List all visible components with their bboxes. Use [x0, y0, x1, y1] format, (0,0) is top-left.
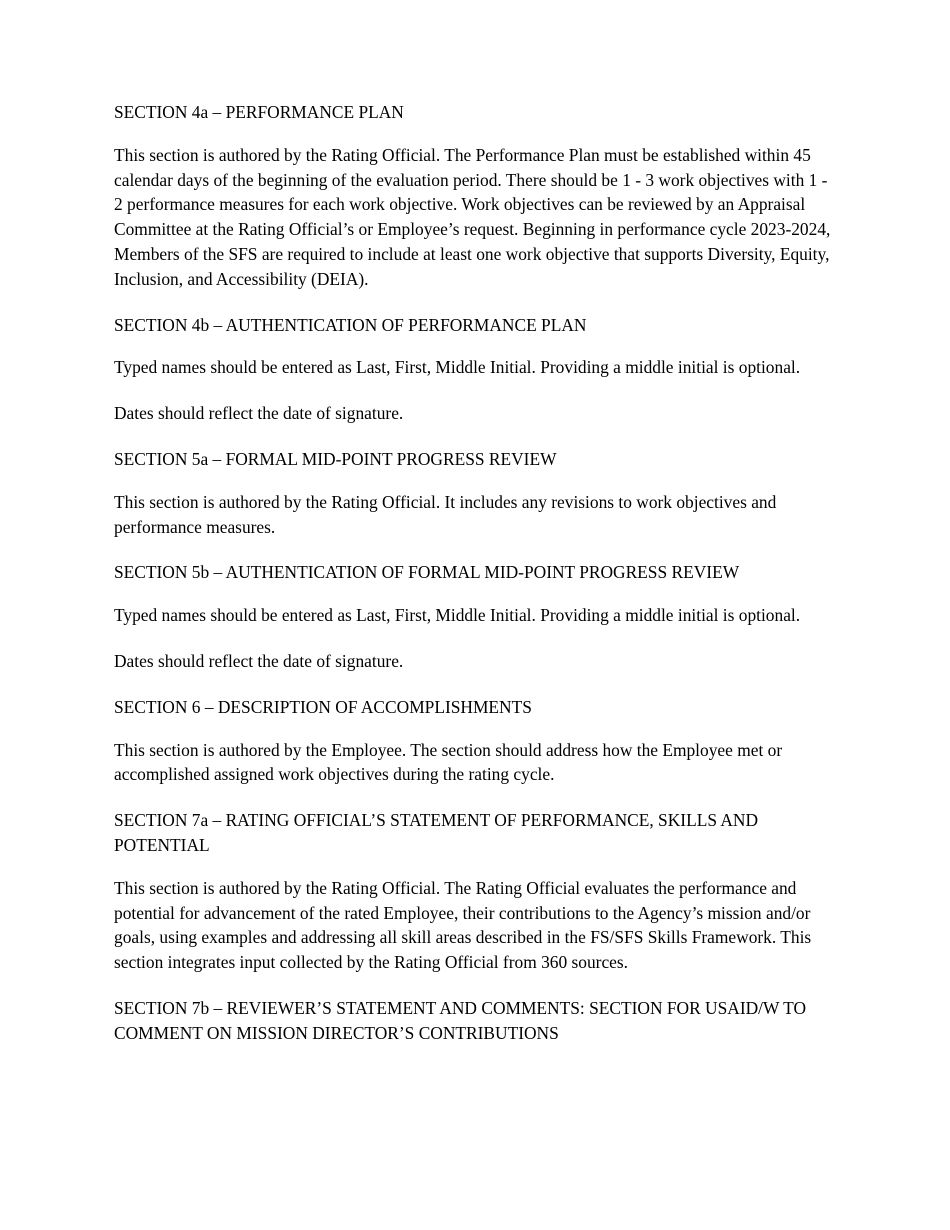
section-heading: SECTION 5b – AUTHENTICATION OF FORMAL MID-POINT PROGRESS REVIEW: [114, 562, 740, 583]
section-6: [114, 695, 840, 787]
section-paragraph: This section is authored by the Rating Official. It includes any revisions to work objectives and performance measures.: [114, 491, 777, 537]
section-heading: SECTION 4a – PERFORMANCE PLAN: [114, 102, 404, 122]
document-body: [114, 100, 840, 1064]
section-7b: [114, 996, 840, 1046]
section-heading: SECTION 5a – FORMAL MID-POINT PROGRESS REVIEW: [114, 448, 557, 469]
section-paragraph: Typed names should be entered as Last, First, Middle Initial. Providing a middle initial is optional.: [114, 605, 801, 626]
section-heading: SECTION 7b – REVIEWER’S STATEMENT AND COMMENTS: SECTION FOR USAID/W TO COMMENT ON MISSION DIRECTOR’S CONTRIBUTIONS: [114, 997, 807, 1043]
section-heading: SECTION 4b – AUTHENTICATION OF PERFORMANCE PLAN: [114, 314, 587, 335]
section-paragraph: This section is authored by the Rating Official. The Performance Plan must be established within 45 calendar days of the beginning of the evaluation period. There should be 1 - 3 work objectives with 1 - 2 performance measures for each work objective. Work objectives can be reviewed by an Appraisal Committee at the Rating Official’s or Employee’s request. Beginning in performance cycle 2023-2024, Members of the SFS are required to include at least one work objective that supports Diversity, Equity, Inclusion, and Accessibility (DEIA).: [114, 144, 831, 289]
section-heading: SECTION 6 – DESCRIPTION OF ACCOMPLISHMENTS: [114, 696, 532, 717]
section-4b: [114, 313, 840, 426]
section-7a: [114, 808, 840, 975]
section-paragraph: Dates should reflect the date of signature.: [114, 403, 404, 424]
section-paragraph: This section is authored by the Rating Official. The Rating Official evaluates the performance and potential for advancement of the rated Employee, their contributions to the Agency’s mission and/or goals, using examples and addressing all skill areas described in the FS/SFS Skills Framework. This section integrates input collected by the Rating Official from 360 sources.: [114, 877, 812, 973]
section-4a: [114, 100, 840, 292]
section-heading: SECTION 7a – RATING OFFICIAL’S STATEMENT OF PERFORMANCE, SKILLS AND POTENTIAL: [114, 810, 759, 855]
section-5b: [114, 560, 840, 673]
section-5a: [114, 447, 840, 539]
section-paragraph: Typed names should be entered as Last, First, Middle Initial. Providing a middle initial is optional.: [114, 357, 801, 378]
section-paragraph: This section is authored by the Employee. The section should address how the Employee met or accomplished assigned work objectives during the rating cycle.: [114, 739, 783, 785]
section-paragraph: Dates should reflect the date of signature.: [114, 650, 404, 671]
